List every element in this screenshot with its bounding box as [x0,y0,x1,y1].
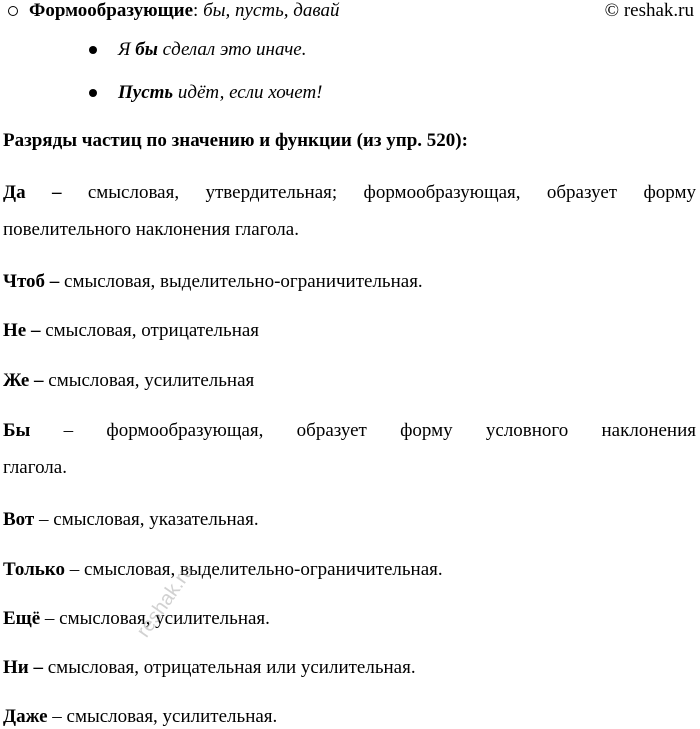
entry-text: – смысловая, указательная. [34,509,259,530]
entry-text: – смысловая, выделительно-ограничительная. [64,559,443,580]
entry-ne [3,320,259,342]
forming-particles-colon: : [193,0,199,21]
example-sentence-1: Я бы сделал это иначе. [118,39,307,60]
circle-bullet-icon [8,6,18,16]
entry-text: смысловая, выделительно-ограничительная. [59,271,423,292]
entry-text: смысловая, отрицательная [40,320,260,341]
section-title: Разряды частиц по значению и функции (из упр. 520): [3,130,468,151]
entry-chtob [3,271,423,293]
entry-term: Ещё [3,608,41,629]
entry-term: Даже [3,706,48,727]
entry-text: – формообразующая, образует форму условного наклонения [30,420,696,441]
entry-term: Вот [3,509,35,530]
entry-text: смысловая, утвердительная; формообразующая, образует форму [61,182,697,203]
example-sentence-2: Пусть идёт, если хочет! [118,82,323,103]
forming-particles-examples: бы, пусть, давай [203,0,340,21]
entry-tolko [3,559,443,581]
entry-da-line1 [3,182,696,204]
entry-vot [3,509,259,531]
entry-term: Бы [3,420,31,441]
watermark-text: reshak.ru [132,560,199,642]
entry-eshche [3,608,270,630]
entry-text: – смысловая, усилительная. [47,706,278,727]
entry-term: Же – [3,370,44,391]
entry-term: Чтоб – [3,271,60,292]
entry-by-line1 [3,420,696,442]
entry-dazhe [3,706,277,728]
entry-by-line2: глагола. [3,457,67,478]
entry-text: смысловая, отрицательная или усилительная. [42,657,416,678]
entry-da-line2: повелительного наклонения глагола. [3,219,299,240]
entry-zhe [3,370,254,392]
dot-bullet-icon [89,46,97,54]
copyright-text: © reshak.ru [604,0,694,21]
entry-text: смысловая, усилительная [43,370,255,391]
forming-particles-term: Формообразующие [29,0,194,21]
entry-term: Не – [3,320,41,341]
dot-bullet-icon [89,89,97,97]
entry-text: – смысловая, усилительная. [40,608,270,629]
entry-term: Да – [3,182,62,203]
entry-term: Только [3,559,65,580]
entry-ni [3,657,416,679]
entry-term: Ни – [3,657,43,678]
